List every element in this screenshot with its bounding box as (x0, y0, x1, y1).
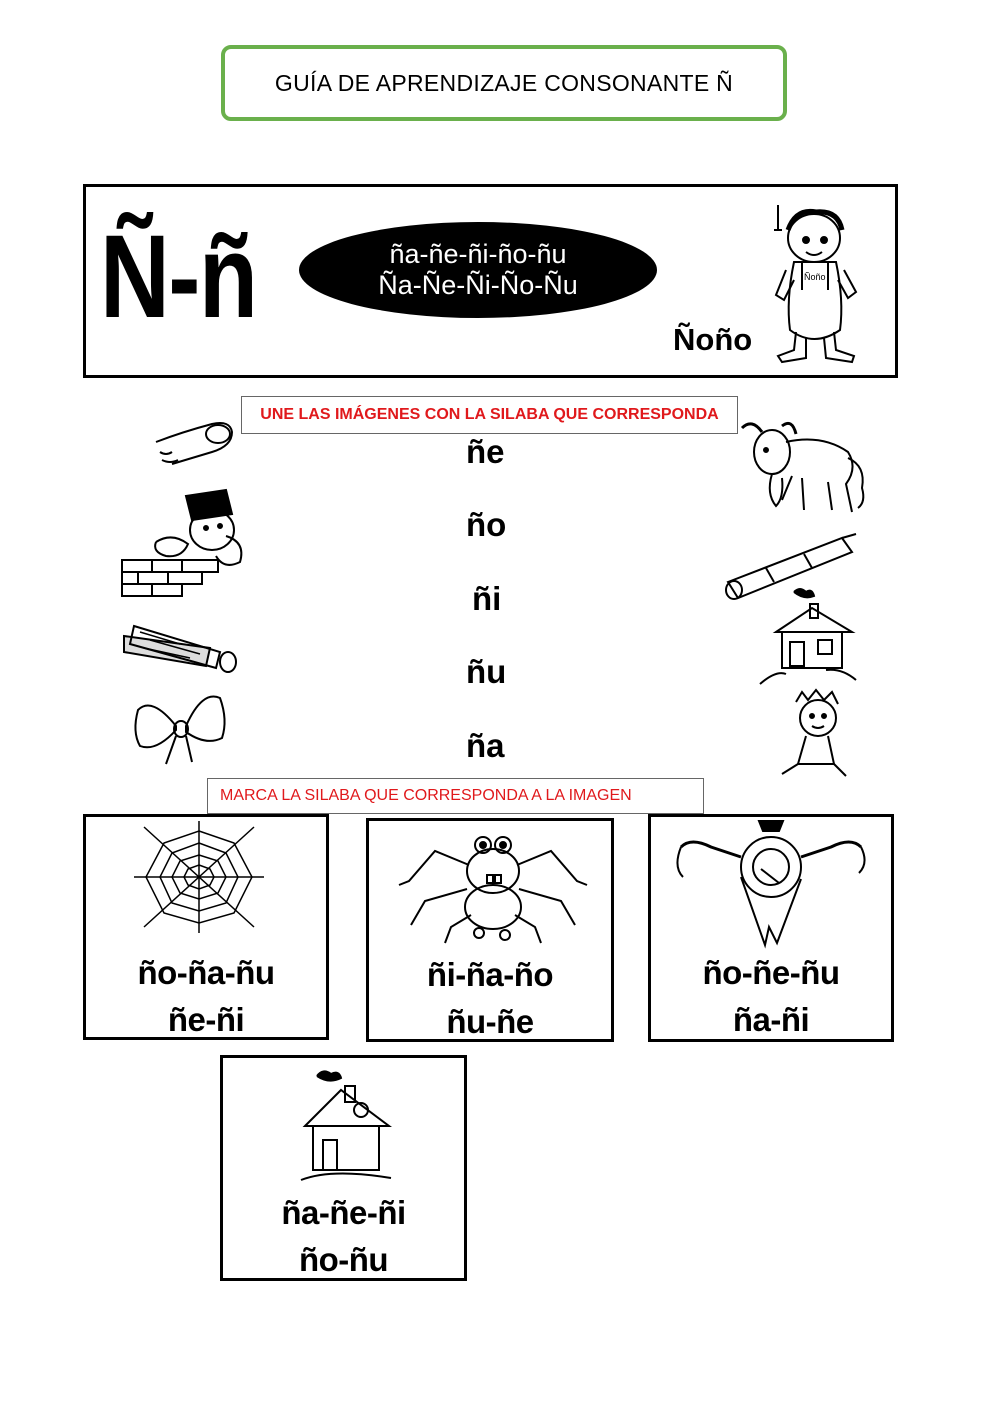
syllable-na[interactable]: ña (466, 727, 505, 764)
card-3-line-2[interactable]: ña-ñi (732, 1001, 810, 1038)
syllable-ne[interactable]: ñe (466, 433, 505, 470)
card-2-line-1[interactable]: ñi-ña-ño (426, 956, 554, 993)
card-1-line-1[interactable]: ño-ña-ñu (137, 954, 275, 991)
spiderweb-icon (134, 821, 264, 933)
card-2-line-2[interactable]: ñu-ñe (446, 1003, 534, 1040)
card-4-line-2[interactable]: ño-ñu (298, 1241, 389, 1278)
page-title (221, 45, 787, 121)
card-spider (366, 818, 614, 1042)
shirt-label: Ñoño (804, 272, 826, 282)
doll-icon[interactable] (776, 688, 860, 780)
wildebeest-icon[interactable] (732, 418, 870, 524)
cabin-icon[interactable] (756, 584, 862, 692)
character-name: Ñoño (673, 322, 753, 357)
syllable-no[interactable]: ño (466, 506, 507, 543)
spider-icon (395, 831, 591, 949)
page-title-text: GUÍA DE APRENDIZAJE CONSONANTE Ñ (274, 69, 734, 96)
syllables-upper: Ña-Ñe-Ñi-Ño-Ñu (378, 270, 578, 300)
card-cabin (220, 1055, 467, 1281)
wildebeest-head-icon (671, 817, 871, 947)
syllable-nu[interactable]: ñu (466, 653, 507, 690)
bow-icon[interactable] (132, 686, 228, 768)
card-spiderweb (83, 814, 329, 1040)
syllable-ni[interactable]: ñi (472, 580, 502, 617)
syllables-ellipse (299, 222, 657, 318)
bricklayer-icon[interactable] (116, 486, 248, 606)
finger-nail-icon[interactable] (152, 412, 234, 472)
nono-character-icon (766, 200, 866, 370)
card-3-line-1[interactable]: ño-ñe-ñu (702, 954, 840, 991)
syllables-lower: ña-ñe-ñi-ño-ñu (389, 238, 567, 269)
card-wildebeest (648, 814, 894, 1042)
mark-instruction: MARCA LA SILABA QUE CORRESPONDA A LA IMAGEN (207, 778, 704, 814)
match-instruction: UNE LAS IMÁGENES CON LA SILABA QUE CORRESPONDA (241, 396, 738, 434)
firewood-icon[interactable] (120, 622, 238, 678)
card-1-line-2[interactable]: ñe-ñi (167, 1001, 245, 1038)
big-letter: Ñ-ñ (100, 211, 257, 343)
card-4-line-1[interactable]: ña-ñe-ñi (281, 1194, 406, 1231)
cabin-icon (301, 1064, 393, 1184)
